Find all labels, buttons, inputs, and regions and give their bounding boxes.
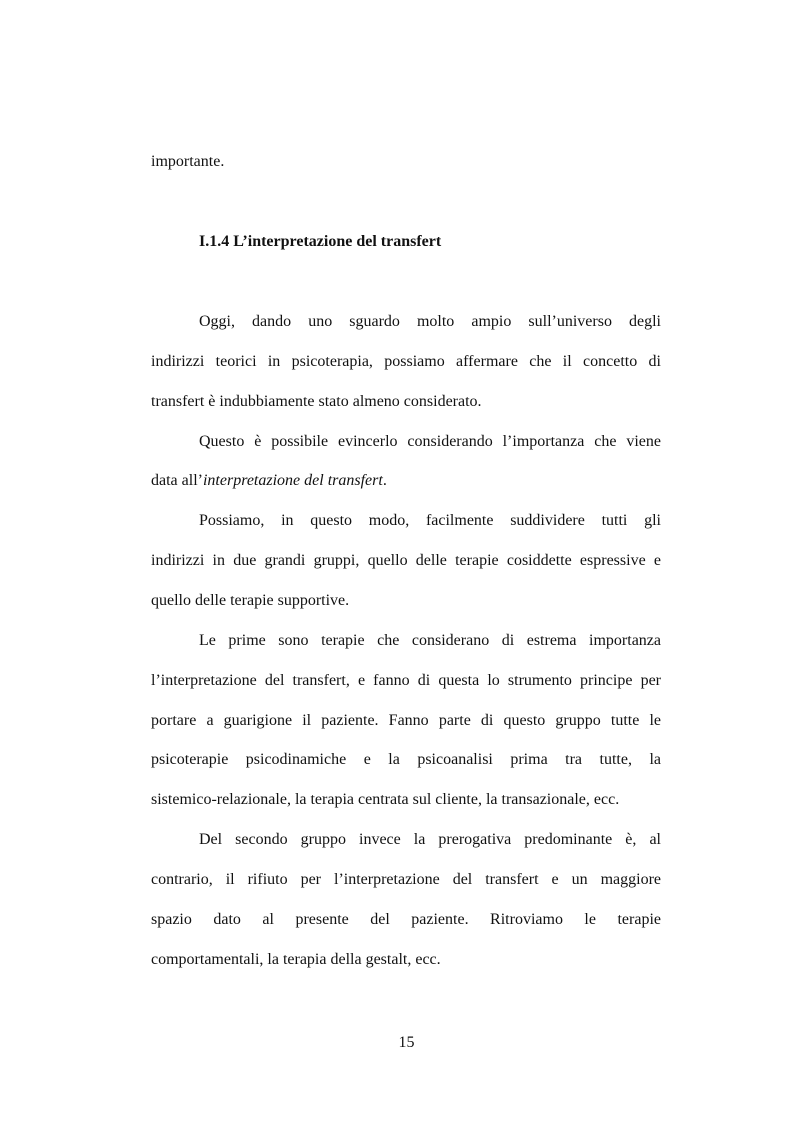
paragraph-5-line-3: spazio dato al presente del paziente. Ritroviamo le terapie: [151, 911, 661, 928]
paragraph-2-italic-term: interpretazione del transfert: [202, 472, 383, 489]
paragraph-1-line-2: indirizzi teorici in psicoterapia, possiamo affermare che il concetto di: [151, 353, 661, 370]
paragraph-2-prefix: data all’: [151, 472, 203, 489]
paragraph-4-line-4: psicoterapie psicodinamiche e la psicoanalisi prima tra tutte, la: [151, 751, 661, 768]
paragraph-1-line-1: Oggi, dando uno sguardo molto ampio sull’universo degli: [199, 313, 661, 330]
paragraph-4-line-1: Le prime sono terapie che considerano di estrema importanza: [199, 632, 661, 649]
paragraph-5-line-2: contrario, il rifiuto per l’interpretazione del transfert e un maggiore: [151, 871, 661, 888]
paragraph-3-line-1: Possiamo, in questo modo, facilmente suddividere tutti gli: [199, 512, 661, 529]
paragraph-4-line-5: sistemico-relazionale, la terapia centrata sul cliente, la transazionale, ecc.: [151, 791, 620, 808]
paragraph-2-suffix: .: [382, 472, 387, 489]
continuation-text: importante.: [151, 153, 225, 170]
paragraph-1-line-3: transfert è indubbiamente stato almeno considerato.: [151, 393, 482, 410]
paragraph-3-line-3: quello delle terapie supportive.: [151, 592, 350, 609]
paragraph-5-line-1: Del secondo gruppo invece la prerogativa predominante è, al: [199, 831, 661, 848]
paragraph-2-line-1: Questo è possibile evincerlo considerando l’importanza che viene: [199, 433, 661, 450]
paragraph-4-line-2: l’interpretazione del transfert, e fanno di questa lo strumento principe per: [151, 672, 661, 689]
paragraph-2-line-2: [151, 471, 661, 491]
paragraph-3-line-2: indirizzi in due grandi gruppi, quello delle terapie cosiddette espressive e: [151, 552, 661, 569]
section-heading: I.1.4 L’interpretazione del transfert: [199, 233, 442, 250]
page-number: 15: [398, 1034, 415, 1051]
paragraph-4-line-3: portare a guarigione il paziente. Fanno parte di questo gruppo tutte le: [151, 712, 661, 729]
paragraph-5-line-4: comportamentali, la terapia della gestalt, ecc.: [151, 951, 441, 968]
